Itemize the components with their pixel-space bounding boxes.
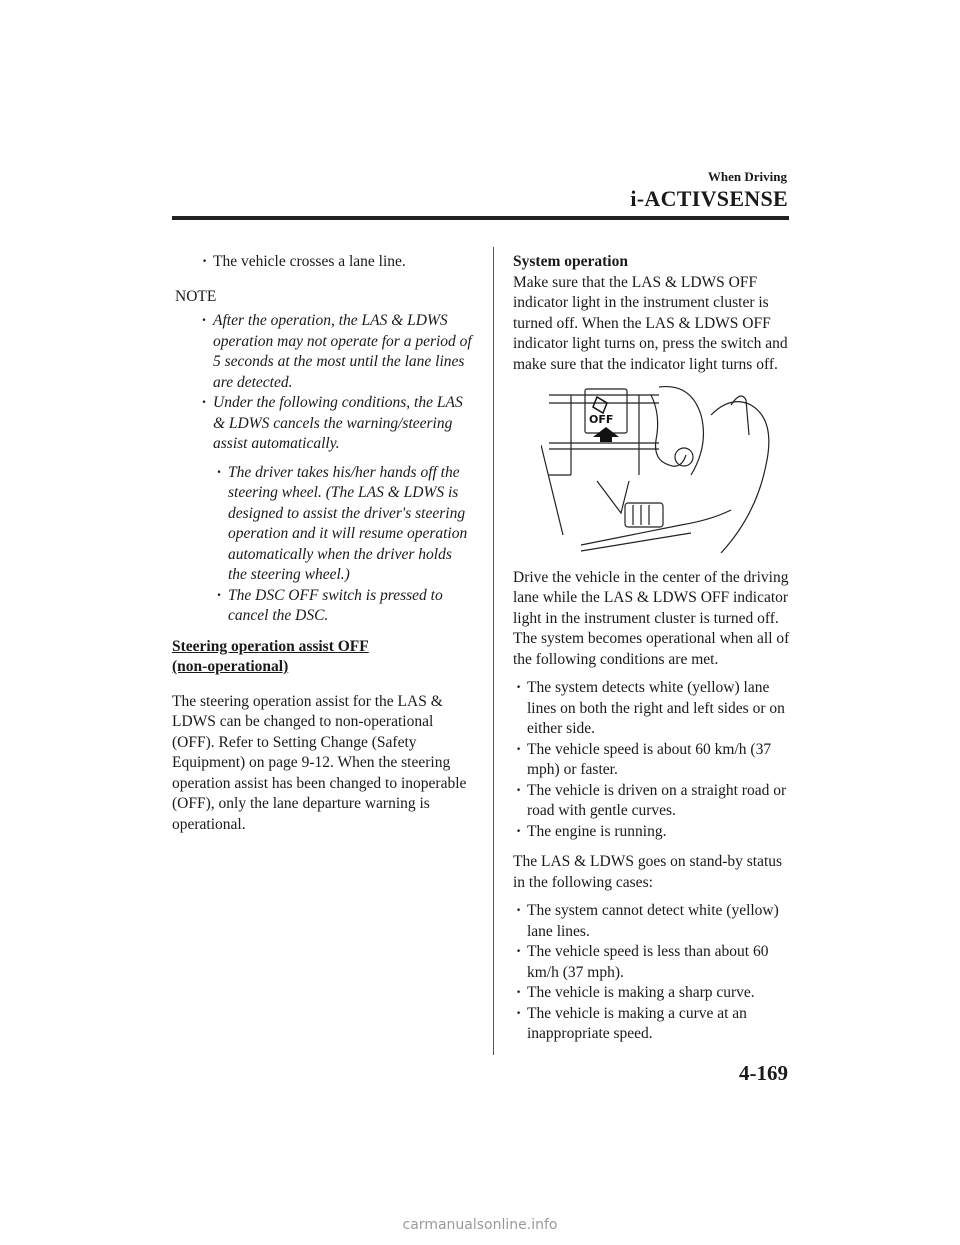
list-item: · The vehicle is driven on a straight road or road with gentle curves. <box>514 781 793 822</box>
note-label: NOTE <box>175 287 217 305</box>
list-item: · The vehicle crosses a lane line. <box>200 252 472 273</box>
paragraph: Drive the vehicle in the center of the driving lane while the LAS & LDWS OFF indicator light in the instrument cluster is turned off. The system becomes operational when all of the following conditions are met. <box>513 568 790 668</box>
list-item: · The system detects white (yellow) lane lines on both the right and left sides or on either side. <box>514 678 793 740</box>
note-item: · After the operation, the LAS & LDWS operation may not operate for a period of 5 seconds at the most until the lane lines are detected. <box>200 311 472 393</box>
page-number: 4-169 <box>739 1061 788 1085</box>
footer-watermark[interactable]: carmanualsonline.info <box>402 1217 558 1233</box>
steering-switch-illustration <box>541 385 781 553</box>
list-item: · The engine is running. <box>514 822 793 843</box>
las-ldws-off-icon <box>589 397 619 442</box>
list-item: · The vehicle is making a sharp curve. <box>514 983 793 1004</box>
list-item: · The vehicle speed is less than about 60 km/h (37 mph). <box>514 942 793 983</box>
paragraph: The steering operation assist for the LAS & LDWS can be changed to non-operational (OFF). Refer to Setting Change (Safety Equipment) on page 9-12. When the steering operation assist has been changed to inoperable (OFF), only the lane departure warning is operational. <box>172 692 467 833</box>
section-heading: System operation <box>513 253 628 270</box>
header-section: When Driving <box>707 169 787 184</box>
section-heading: Steering operation assist OFF (non-operational) <box>172 637 369 675</box>
paragraph: Make sure that the LAS & LDWS OFF indicator light in the instrument cluster is turned off. When the LAS & LDWS OFF indicator light turns on, press the switch and make sure that the indicator light turns off. <box>513 273 788 373</box>
note-sub-item: · The driver takes his/her hands off the steering wheel. (The LAS & LDWS is designed to assist the driver's steering operation and it will resume operation automatically when the driver holds the steering wheel.) <box>215 463 472 586</box>
right-column <box>513 252 793 1045</box>
note-item: · Under the following conditions, the LAS & LDWS cancels the warning/steering assist automatically. <box>200 393 472 455</box>
list-item: · The system cannot detect white (yellow) lane lines. <box>514 901 793 942</box>
list-item: · The vehicle speed is about 60 km/h (37 mph) or faster. <box>514 740 793 781</box>
left-column <box>172 252 472 835</box>
figure-off-label: OFF <box>589 413 614 426</box>
column-divider <box>493 247 494 1055</box>
header-title: i-ACTIVSENSE <box>630 186 788 211</box>
header-rule <box>172 216 789 220</box>
list-item: · The vehicle is making a curve at an inappropriate speed. <box>514 1004 793 1045</box>
paragraph: The LAS & LDWS goes on stand-by status in the following cases: <box>513 853 783 891</box>
note-sub-item: · The DSC OFF switch is pressed to cancel the DSC. <box>215 586 472 627</box>
